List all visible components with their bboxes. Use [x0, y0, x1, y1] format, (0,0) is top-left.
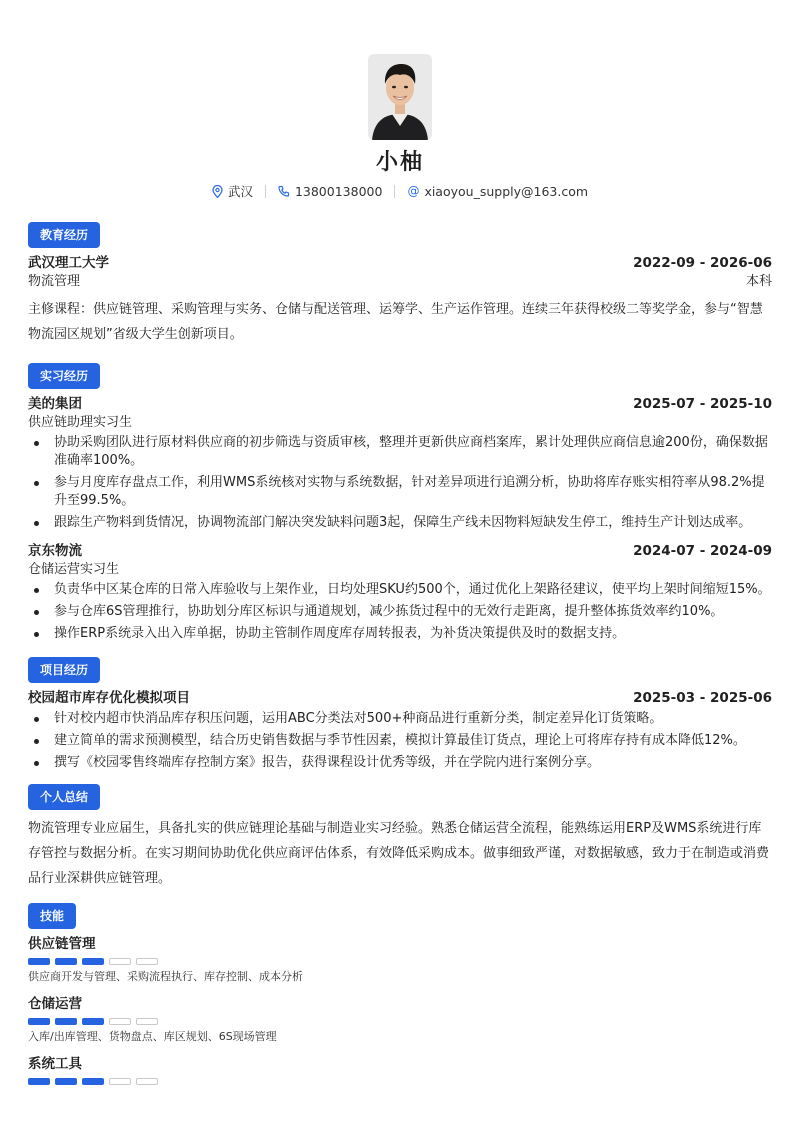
education-entry: [28, 254, 772, 347]
education-section: [28, 222, 772, 347]
skill-level-segment-empty: [109, 958, 131, 965]
at-sign-icon: @: [407, 184, 420, 198]
internship-entry: [28, 542, 772, 643]
project-name: 校园超市库存优化模拟项目: [28, 690, 190, 706]
phone-text[interactable]: 13800138000: [294, 183, 383, 199]
skill-description: 供应商开发与管理、采购流程执行、库存控制、成本分析: [28, 970, 303, 983]
bullet-item: 参与月度库存盘点工作，利用WMS系统核对实物与系统数据，针对差异项进行追溯分析，协助将库存账实相符率从98.2%提升至99.5%。: [28, 474, 772, 510]
skill-level-segment-filled: [55, 958, 77, 965]
phone-icon: [278, 185, 290, 197]
bullet-item: 跟踪生产物料到货情况，协调物流部门解决突发缺料问题3起，保障生产线未因物料短缺发生停工，维持生产计划达成率。: [28, 514, 772, 532]
candidate-name: 小柚: [375, 150, 424, 175]
skill-level-segment-filled: [55, 1018, 77, 1025]
major: 物流管理: [28, 274, 81, 289]
job-role: 仓储运营实习生: [28, 562, 120, 577]
internship-date: 2025-07 - 2025-10: [633, 396, 772, 412]
skill-level-meter: [28, 1078, 772, 1085]
education-description: 主修课程：供应链管理、采购管理与实务、仓储与配送管理、运筹学、生产运作管理。连续三年获得校级二等奖学金，参与“智慧物流园区规划”省级大学生创新项目。: [28, 302, 763, 342]
bullet-item: 针对校内超市快消品库存积压问题，运用ABC分类法对500+种商品进行重新分类，制定差异化订货策略。: [28, 710, 772, 728]
skill-level-segment-empty: [136, 1078, 158, 1085]
degree: 本科: [745, 274, 772, 289]
contact-divider: [265, 185, 266, 198]
section-title-internship: 实习经历: [28, 363, 100, 389]
project-date: 2025-03 - 2025-06: [633, 690, 772, 706]
skill-description: 入库/出库管理、货物盘点、库区规划、6S现场管理: [28, 1030, 277, 1043]
internship-section: [28, 363, 772, 643]
contact-phone: [278, 184, 382, 199]
skill-item: [28, 995, 772, 1045]
skill-name: 仓储运营: [28, 996, 82, 1012]
skill-level-segment-empty: [136, 958, 158, 965]
bullet-list: [28, 434, 772, 532]
bullet-item: 建立简单的需求预测模型，结合历史销售数据与季节性因素，模拟计算最佳订货点，理论上可将库存持有成本降低12%。: [28, 732, 772, 750]
summary-text: 物流管理专业应届生，具备扎实的供应链理论基础与制造业实习经验。熟悉仓储运营全流程，能熟练运用ERP及WMS系统进行库存管控与数据分析。在实习期间协助优化供应商评估体系，有效降低采购成本。做事细致严谨，对数据敏感，致力于在制造或消费品行业深耕供应链管理。: [28, 821, 770, 886]
section-title-summary: 个人总结: [28, 784, 100, 810]
skill-item: [28, 935, 772, 985]
bullet-item: 协助采购团队进行原材料供应商的初步筛选与资质审核，整理并更新供应商档案库，累计处理供应商信息逾200份，确保数据准确率100%。: [28, 434, 772, 470]
skill-level-segment-filled: [28, 958, 50, 965]
bullet-item: 负责华中区某仓库的日常入库验收与上架作业，日均处理SKU约500个，通过优化上架路径建议，使平均上架时间缩短15%。: [28, 581, 772, 599]
skill-level-segment-empty: [109, 1018, 131, 1025]
location-text: 武汉: [227, 184, 253, 199]
skill-level-meter: [28, 958, 772, 965]
skill-level-segment-filled: [28, 1078, 50, 1085]
location-pin-icon: [212, 185, 223, 198]
bullet-item: 参与仓库6S管理推行，协助划分库区标识与通道规划，减少拣货过程中的无效行走距离，提升整体拣货效率约10%。: [28, 603, 772, 621]
company-name: 京东物流: [28, 543, 82, 559]
email-text[interactable]: xiaoyou_supply@163.com: [424, 183, 589, 199]
contact-email: [407, 184, 588, 199]
bullet-list: [28, 581, 772, 643]
school-name: 武汉理工大学: [28, 255, 109, 271]
resume-header: [28, 0, 772, 200]
skill-level-meter: [28, 1018, 772, 1025]
section-title-education: 教育经历: [28, 222, 100, 248]
profile-photo: [368, 54, 432, 140]
skill-name: 供应链管理: [28, 936, 96, 952]
skill-level-segment-filled: [55, 1078, 77, 1085]
internship-date: 2024-07 - 2024-09: [633, 543, 772, 559]
section-title-project: 项目经历: [28, 657, 100, 683]
job-role: 供应链助理实习生: [28, 415, 133, 430]
contact-bar: [28, 182, 772, 200]
contact-location: [212, 182, 253, 200]
education-date: 2022-09 - 2026-06: [633, 255, 772, 271]
skill-level-segment-empty: [136, 1018, 158, 1025]
contact-divider: [394, 185, 395, 198]
internship-entry: [28, 395, 772, 532]
skill-level-segment-filled: [82, 958, 104, 965]
skills-section: [28, 903, 772, 1085]
summary-section: [28, 784, 772, 891]
bullet-item: 撰写《校园零售终端库存控制方案》报告，获得课程设计优秀等级，并在学院内进行案例分享。: [28, 754, 772, 772]
skill-name: 系统工具: [28, 1056, 82, 1072]
section-title-skills: 技能: [28, 903, 76, 929]
skill-level-segment-filled: [82, 1078, 104, 1085]
skill-level-segment-filled: [82, 1018, 104, 1025]
project-section: [28, 657, 772, 772]
company-name: 美的集团: [28, 396, 82, 412]
skill-item: [28, 1055, 772, 1085]
project-entry: [28, 689, 772, 772]
skill-level-segment-empty: [109, 1078, 131, 1085]
bullet-list: [28, 710, 772, 772]
bullet-item: 操作ERP系统录入出入库单据，协助主管制作周度库存周转报表，为补货决策提供及时的数据支持。: [28, 625, 772, 643]
skill-level-segment-filled: [28, 1018, 50, 1025]
